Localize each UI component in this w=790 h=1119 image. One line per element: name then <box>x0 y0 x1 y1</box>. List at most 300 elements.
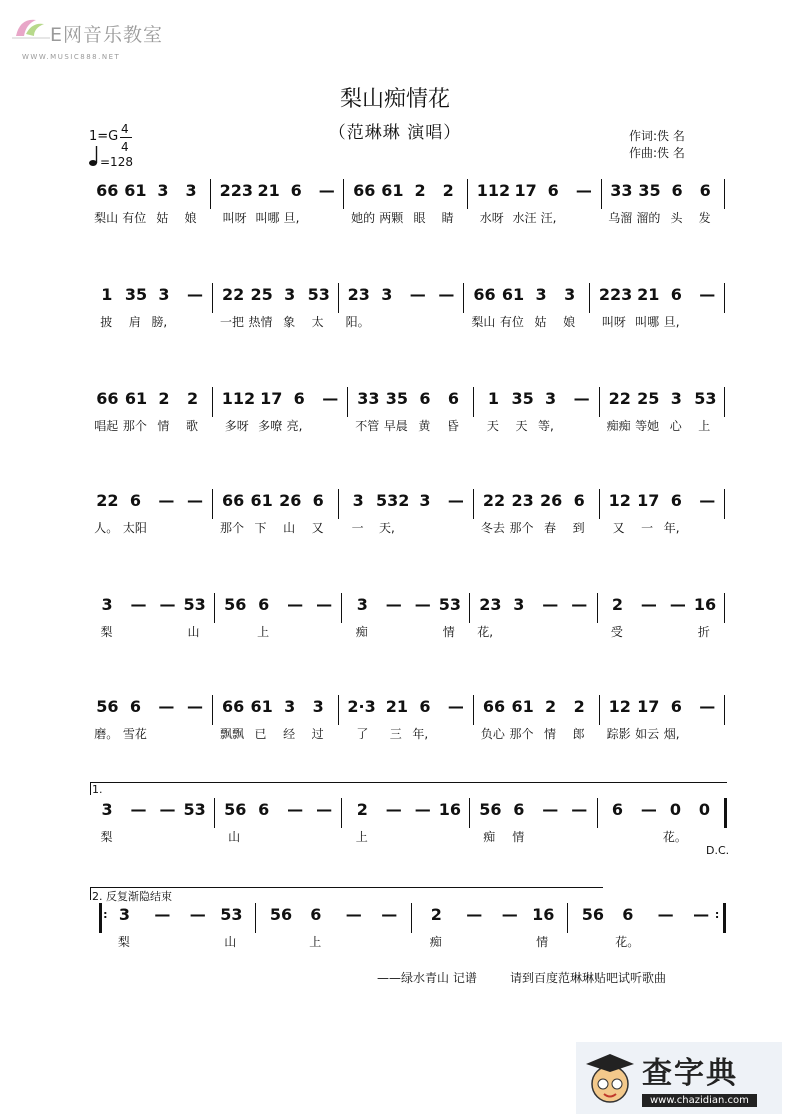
repeat-dots: : <box>714 908 720 921</box>
note: 61 <box>511 697 534 716</box>
swirl-logo-icon <box>10 14 54 42</box>
lyric-syllable: 歌 <box>185 419 198 433</box>
lyric-syllable: 不管 <box>355 419 380 433</box>
brand-name: 查字典 <box>642 1056 738 1091</box>
lyric-syllable: 叫呀 <box>222 211 247 225</box>
tempo-mark: =128 <box>100 155 133 169</box>
lyric-syllable: 两颗 <box>379 211 404 225</box>
lyric-syllable: 天 <box>515 419 528 433</box>
note: 3 <box>284 697 296 716</box>
note: 35 <box>638 181 661 200</box>
note: 3 <box>381 285 393 304</box>
lyric-syllable: 旦, <box>283 211 300 225</box>
note: 22 <box>221 285 245 304</box>
note: 3 <box>352 491 364 510</box>
scholar-face-icon <box>582 1048 638 1108</box>
dash-extension: — <box>640 800 657 819</box>
note: 66 <box>482 697 506 716</box>
note: 17 <box>637 491 660 510</box>
lyric-syllable: 黄 <box>418 419 431 433</box>
lyric-syllable: 溜的 <box>636 211 661 225</box>
lyric-syllable: 肩 <box>128 315 141 329</box>
barline <box>599 489 600 519</box>
lyric-syllable: 她的 <box>351 211 376 225</box>
note: 3 <box>101 800 113 819</box>
lyricist-credit: 作词:佚 名 <box>629 129 685 143</box>
lyric-syllable: 受 <box>610 625 623 639</box>
barline <box>99 903 102 933</box>
dash-extension: — <box>385 595 402 614</box>
note: 6 <box>419 697 431 716</box>
lyric-syllable: 上 <box>355 830 368 844</box>
volta-label: 2. 反复渐隐结束 <box>92 890 172 903</box>
dash-extension: — <box>186 491 203 510</box>
lyric-syllable: 梨 <box>100 625 113 639</box>
lyric-syllable: 上 <box>257 625 270 639</box>
lyric-syllable: 了 <box>356 727 369 741</box>
dash-extension: — <box>447 491 464 510</box>
lyric-syllable: 象 <box>283 315 296 329</box>
lyric-syllable: 叫哪 <box>255 211 280 225</box>
note: 53 <box>307 285 330 304</box>
note: 56 <box>224 595 247 614</box>
note: 6 <box>671 181 683 200</box>
key-signature: 1=G <box>89 129 119 144</box>
note: 3 <box>419 491 431 510</box>
barline <box>341 593 342 623</box>
lyric-syllable: 山 <box>228 830 241 844</box>
note: 0 <box>698 800 711 819</box>
note: 17 <box>514 181 537 200</box>
note: 6 <box>258 800 270 819</box>
dash-extension: — <box>158 697 175 716</box>
note: 25 <box>637 389 660 408</box>
dc-mark: D.C. <box>706 844 730 857</box>
lyric-syllable: 烟, <box>663 727 680 741</box>
lyric-syllable: 汪, <box>540 211 557 225</box>
lyric-syllable: 花, <box>477 625 494 639</box>
note: 61 <box>501 285 525 304</box>
lyric-syllable: 等, <box>538 419 554 433</box>
note: 56 <box>581 905 605 924</box>
dash-extension: — <box>542 595 559 614</box>
note: 0 <box>669 800 682 819</box>
lyric-syllable: 多嘹 <box>258 419 283 433</box>
note: 56 <box>269 905 293 924</box>
barline <box>214 593 215 623</box>
note: 3 <box>535 285 547 304</box>
lyric-syllable: 又 <box>311 521 324 535</box>
dash-extension: — <box>287 800 304 819</box>
dash-extension: — <box>699 285 716 304</box>
lyric-syllable: 三 <box>389 727 402 741</box>
note: 21 <box>257 181 280 200</box>
note: 6 <box>622 905 634 924</box>
note: 2 <box>442 181 454 200</box>
lyric-syllable: 那个 <box>509 521 534 535</box>
note: 23 <box>511 491 534 510</box>
lyric-syllable: 冬去 <box>480 521 505 535</box>
lyric-syllable: 叫哪 <box>635 315 660 329</box>
barline <box>473 489 474 519</box>
note: 3 <box>312 697 324 716</box>
time-signature-line <box>120 137 132 138</box>
time-signature-bottom: 4 <box>121 140 129 154</box>
barline <box>212 489 213 519</box>
lyric-syllable: 飘飘 <box>219 727 244 741</box>
lyric-syllable: 太 <box>311 315 324 329</box>
note: 6 <box>573 491 585 510</box>
barline <box>599 695 600 725</box>
note: 61 <box>381 181 404 200</box>
note: 22 <box>608 389 631 408</box>
dash-extension: — <box>414 595 431 614</box>
barline <box>338 489 339 519</box>
dash-extension: — <box>318 181 335 200</box>
note: 17 <box>637 697 660 716</box>
barline <box>463 283 464 313</box>
lyric-syllable: 年, <box>412 727 429 741</box>
note: 3 <box>101 595 113 614</box>
note: 66 <box>221 491 245 510</box>
note: 532 <box>376 491 410 510</box>
note: 2 <box>573 697 585 716</box>
notes-row <box>88 905 738 931</box>
barline <box>723 903 726 933</box>
note: 6 <box>513 800 525 819</box>
note: 66 <box>353 181 376 200</box>
note: 3 <box>513 595 525 614</box>
lyric-syllable: 阳。 <box>345 315 370 329</box>
barline <box>724 489 725 519</box>
note: 6 <box>290 181 302 200</box>
watermark-logo <box>6 8 176 64</box>
note: 3 <box>118 905 131 924</box>
dash-extension: — <box>345 905 362 924</box>
lyric-syllable: 情 <box>512 830 525 844</box>
lyrics-row <box>88 313 738 329</box>
dash-extension: — <box>699 491 716 510</box>
barline <box>724 283 725 313</box>
lyric-syllable: 痴 <box>483 830 496 844</box>
note: 1 <box>487 389 500 408</box>
note: 66 <box>96 181 119 200</box>
note: 3 <box>185 181 197 200</box>
lyric-syllable: 一 <box>351 521 364 535</box>
note: 12 <box>608 697 631 716</box>
dash-extension: — <box>159 595 176 614</box>
lyric-syllable: 旦, <box>663 315 680 329</box>
note: 26 <box>540 491 563 510</box>
notes-row <box>88 800 738 826</box>
barline <box>589 283 590 313</box>
barline <box>724 695 725 725</box>
barline <box>567 903 568 933</box>
lyric-syllable: 情 <box>536 935 549 949</box>
note: 3 <box>545 389 557 408</box>
note: 22 <box>482 491 506 510</box>
lyric-syllable: 痴 <box>429 935 442 949</box>
lyric-syllable: 梨 <box>117 935 130 949</box>
note: 3 <box>670 389 682 408</box>
barline <box>597 593 598 623</box>
note: 16 <box>532 905 555 924</box>
dash-extension: — <box>447 697 464 716</box>
lyrics-row <box>88 623 738 639</box>
dash-extension: — <box>385 800 402 819</box>
note: 3 <box>158 285 170 304</box>
note: 61 <box>124 181 147 200</box>
dash-extension: — <box>130 595 147 614</box>
volta-bracket <box>90 782 727 795</box>
lyric-syllable: 情 <box>442 625 455 639</box>
note: 2 <box>158 389 170 408</box>
lyric-syllable: 梨 <box>100 830 113 844</box>
note: 6 <box>699 181 711 200</box>
barline <box>212 695 213 725</box>
lyric-syllable: 天, <box>379 521 395 535</box>
dash-extension: — <box>322 389 339 408</box>
lyric-syllable: 经 <box>283 727 296 741</box>
lyric-syllable: 负心 <box>480 727 505 741</box>
barline <box>597 798 598 828</box>
barline <box>212 387 213 417</box>
lyric-syllable: 上 <box>698 419 711 433</box>
dash-extension: — <box>189 905 206 924</box>
lyric-syllable: 有位 <box>499 315 524 329</box>
note: 6 <box>547 181 559 200</box>
lyric-syllable: 披 <box>100 315 113 329</box>
note: 26 <box>279 491 302 510</box>
lyric-syllable: 早晨 <box>383 419 408 433</box>
lyric-syllable: 上 <box>309 935 322 949</box>
lyric-syllable: 梨山 <box>471 315 496 329</box>
note: 53 <box>220 905 243 924</box>
note: 21 <box>637 285 660 304</box>
note: 2 <box>414 181 426 200</box>
lyric-syllable: 年, <box>663 521 680 535</box>
lyric-syllable: 情 <box>157 419 170 433</box>
dash-extension: — <box>571 800 588 819</box>
lyric-syllable: 山 <box>187 625 200 639</box>
note: 6 <box>129 491 141 510</box>
note: 61 <box>250 697 273 716</box>
lyric-syllable: 发 <box>698 211 711 225</box>
dash-extension: — <box>130 800 147 819</box>
note: 112 <box>476 181 511 200</box>
lyrics-row <box>88 417 738 433</box>
notes-row <box>88 181 738 207</box>
note: 112 <box>221 389 256 408</box>
note: 61 <box>250 491 273 510</box>
quarter-note-icon <box>88 144 100 168</box>
lyric-syllable: 一把 <box>219 315 244 329</box>
dash-extension: — <box>414 800 431 819</box>
note: 2 <box>430 905 442 924</box>
note: 2·3 <box>347 697 376 716</box>
dash-extension: — <box>186 285 203 304</box>
note: 6 <box>419 389 431 408</box>
lyric-syllable: 山 <box>224 935 237 949</box>
lyric-syllable: 郎 <box>572 727 585 741</box>
note: 6 <box>670 285 682 304</box>
note: 2 <box>356 800 368 819</box>
dash-extension: — <box>381 905 398 924</box>
note: 16 <box>693 595 717 614</box>
lyric-syllable: 那个 <box>219 521 244 535</box>
barline <box>255 903 256 933</box>
lyrics-row <box>88 933 738 949</box>
watermark-url: WWW.MUSIC888.NET <box>22 53 121 61</box>
lyric-syllable: 乌溜 <box>608 211 633 225</box>
barline <box>724 593 725 623</box>
lyric-syllable: 那个 <box>509 727 534 741</box>
lyric-syllable: 磨。 <box>94 727 119 741</box>
time-signature-top: 4 <box>121 122 129 136</box>
note: 223 <box>598 285 633 304</box>
lyric-syllable: 叫呀 <box>601 315 626 329</box>
barline <box>212 283 213 313</box>
lyric-syllable: 痴 <box>355 625 368 639</box>
notes-row <box>88 697 738 723</box>
dash-extension: — <box>571 595 588 614</box>
lyric-syllable: 唱起 <box>94 419 119 433</box>
song-singer: （范琳琳 演唱） <box>328 123 462 143</box>
barline <box>473 387 474 417</box>
note: 6 <box>670 491 682 510</box>
dash-extension: — <box>186 697 203 716</box>
dash-extension: — <box>657 905 674 924</box>
dash-extension: — <box>316 595 333 614</box>
lyric-syllable: 热情 <box>248 315 273 329</box>
lyric-syllable: 昏 <box>446 419 459 433</box>
note: 56 <box>96 697 119 716</box>
lyrics-row <box>88 519 738 535</box>
lyric-syllable: 水呀 <box>479 211 504 225</box>
lyric-syllable: 又 <box>612 521 625 535</box>
barline <box>724 387 725 417</box>
composer-credit: 作曲:佚 名 <box>629 146 685 160</box>
dash-extension: — <box>669 595 686 614</box>
dash-extension: — <box>693 905 710 924</box>
note: 33 <box>357 389 380 408</box>
dash-extension: — <box>316 800 333 819</box>
note: 1 <box>101 285 113 304</box>
lyrics-row <box>88 725 738 741</box>
lyric-syllable: 多呀 <box>224 419 249 433</box>
note: 35 <box>511 389 534 408</box>
barline <box>467 179 468 209</box>
note: 3 <box>564 285 576 304</box>
dash-extension: — <box>699 697 716 716</box>
lyric-syllable: 如云 <box>635 727 660 741</box>
lyric-syllable: 一 <box>641 521 654 535</box>
lyric-syllable: 折 <box>697 625 710 639</box>
listen-note: 请到百度范琳琳贴吧试听歌曲 <box>510 971 667 985</box>
lyric-syllable: 眼 <box>413 211 426 225</box>
lyric-syllable: 到 <box>572 521 585 535</box>
note: 6 <box>447 389 460 408</box>
barline <box>338 283 339 313</box>
lyric-syllable: 雪花 <box>122 727 147 741</box>
lyric-syllable: 水汪 <box>512 211 537 225</box>
note: 2 <box>545 697 557 716</box>
note: 25 <box>250 285 273 304</box>
dash-extension: — <box>575 181 592 200</box>
volta-label: 1. <box>92 783 103 796</box>
lyric-syllable: 踪影 <box>606 727 631 741</box>
lyric-syllable: 天 <box>486 419 499 433</box>
dash-extension: — <box>573 389 590 408</box>
dash-extension: — <box>287 595 304 614</box>
watermark-name: E网音乐教室 <box>50 24 164 46</box>
dash-extension: — <box>542 800 559 819</box>
barline <box>343 179 344 209</box>
note: 223 <box>219 181 254 200</box>
barline <box>338 695 339 725</box>
barline <box>341 798 342 828</box>
barline <box>473 695 474 725</box>
note: 16 <box>438 800 461 819</box>
note: 23 <box>347 285 370 304</box>
song-title: 梨山痴情花 <box>339 87 450 112</box>
note: 61 <box>124 389 148 408</box>
note: 3 <box>284 285 296 304</box>
lyric-syllable: 太阳 <box>122 521 147 535</box>
barline <box>214 798 215 828</box>
dash-extension: — <box>466 905 483 924</box>
lyrics-row <box>88 209 738 225</box>
lyric-syllable: 娘 <box>563 315 576 329</box>
note: 2 <box>186 389 199 408</box>
note: 17 <box>260 389 283 408</box>
note: 53 <box>183 595 206 614</box>
note: 33 <box>610 181 633 200</box>
note: 35 <box>385 389 409 408</box>
lyric-syllable: 花。 <box>615 935 640 949</box>
lyric-syllable: 花。 <box>662 830 687 844</box>
dash-extension: — <box>409 285 426 304</box>
dash-extension: — <box>158 491 175 510</box>
dash-extension: — <box>501 905 518 924</box>
lyric-syllable: 睛 <box>441 211 454 225</box>
note: 6 <box>293 389 305 408</box>
lyric-syllable: 亮, <box>286 419 303 433</box>
lyric-syllable: 等她 <box>635 419 660 433</box>
note: 23 <box>479 595 502 614</box>
note: 66 <box>221 697 245 716</box>
barline <box>210 179 211 209</box>
barline <box>347 387 348 417</box>
lyric-syllable: 娘 <box>184 211 197 225</box>
note: 53 <box>183 800 206 819</box>
note: 6 <box>312 491 324 510</box>
brand-url: www.chazidian.com <box>642 1094 757 1107</box>
dash-extension: — <box>154 905 171 924</box>
note: 22 <box>96 491 119 510</box>
lyric-syllable: 姑 <box>534 315 547 329</box>
note: 53 <box>694 389 717 408</box>
note: 3 <box>157 181 169 200</box>
lyric-syllable: 头 <box>670 211 683 225</box>
note: 53 <box>438 595 461 614</box>
lyric-syllable: 心 <box>669 419 682 433</box>
note: 66 <box>473 285 496 304</box>
lyric-syllable: 膀, <box>151 315 168 329</box>
notes-row <box>88 285 738 311</box>
dash-extension: — <box>640 595 657 614</box>
barline <box>724 179 725 209</box>
